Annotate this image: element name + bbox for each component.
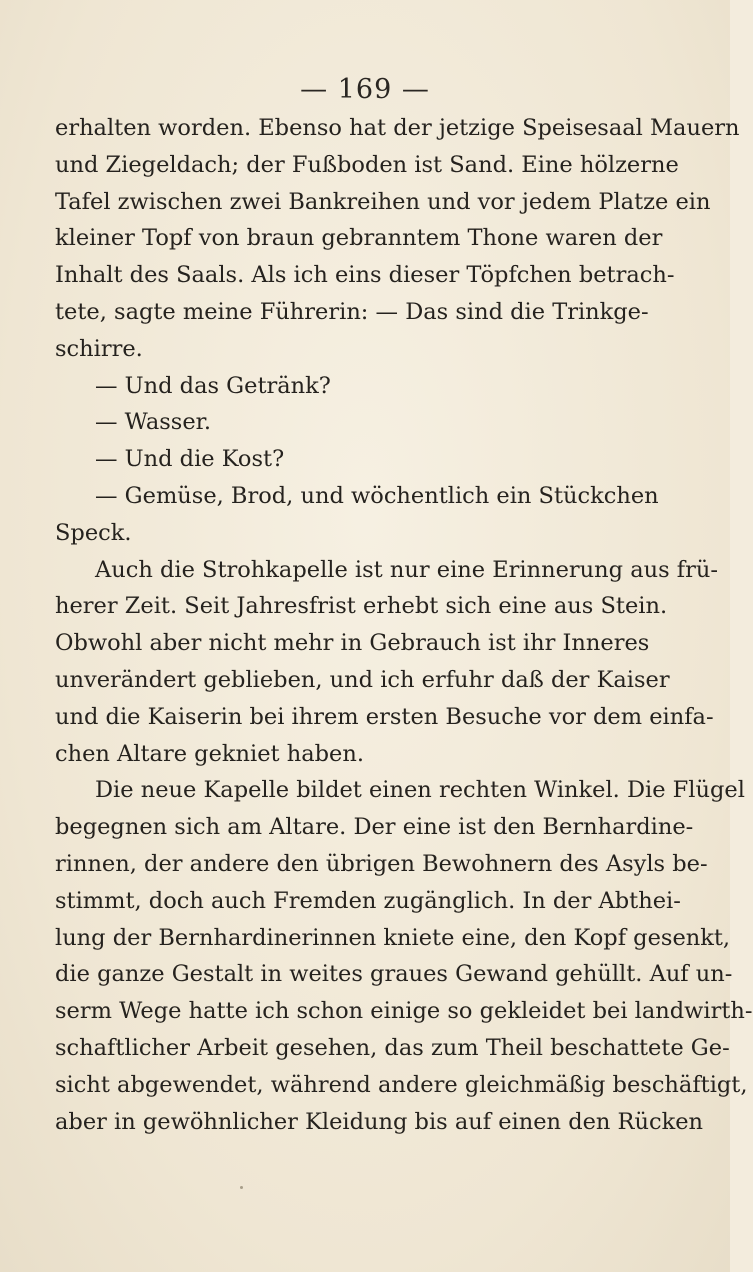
text-line: stimmt, doch auch Fremden zugänglich. In der Abthei- <box>55 887 681 914</box>
text-line: lung der Bernhardinerinnen kniete eine, den Kopf gesenkt, <box>55 924 731 951</box>
text-line: Inhalt des Saals. Als ich eins dieser Töpfchen betrach- <box>55 262 675 289</box>
text-line: schaftlicher Arbeit gesehen, das zum Theil beschattete Ge- <box>55 1034 730 1061</box>
text-line: chen Altare gekniet haben. <box>55 740 364 767</box>
text-line: tete, sagte meine Führerin: — Das sind die Trinkge- <box>55 298 649 325</box>
text-line: schirre. <box>55 335 143 362</box>
text-line: aber in gewöhnlicher Kleidung bis auf einen den Rücken <box>55 1108 704 1135</box>
text-line: die ganze Gestalt in weites graues Gewand gehüllt. Auf un- <box>55 961 733 988</box>
text-line: und die Kaiserin bei ihrem ersten Besuche vor dem einfa- <box>55 703 714 730</box>
text-line: — Gemüse, Brod, und wöchentlich ein Stückchen <box>95 482 659 509</box>
text-line: rinnen, der andere den übrigen Bewohnern des Asyls be- <box>55 850 708 877</box>
text-line: herer Zeit. Seit Jahresfrist erhebt sich eine aus Stein. <box>55 593 668 620</box>
text-line: Tafel zwischen zwei Bankreihen und vor jedem Platze ein <box>55 188 711 215</box>
text-line: erhalten worden. Ebenso hat der jetzige Speisesaal Mauern <box>55 115 740 141</box>
paper-speck <box>240 1186 243 1189</box>
text-line: Die neue Kapelle bildet einen rechten Winkel. Die Flügel <box>95 777 745 804</box>
text-line: unverändert geblieben, und ich erfuhr daß der Kaiser <box>55 666 670 693</box>
text-line: Obwohl aber nicht mehr in Gebrauch ist ihr Inneres <box>55 630 650 657</box>
text-line: begegnen sich am Altare. Der eine ist den Bernhardine- <box>55 814 694 841</box>
page-number: — 169 — <box>300 74 430 105</box>
text-line: serm Wege hatte ich schon einige so gekleidet bei landwirth- <box>55 998 753 1025</box>
text-line: und Ziegeldach; der Fußboden ist Sand. Eine hölzerne <box>55 151 679 178</box>
text-line: kleiner Topf von braun gebranntem Thone waren der <box>55 225 663 252</box>
text-line: sicht abgewendet, während andere gleichmäßig beschäftigt, <box>55 1071 748 1098</box>
text-line: — Und die Kost? <box>95 446 285 473</box>
text-line: Auch die Strohkapelle ist nur eine Erinnerung aus frü- <box>95 556 718 583</box>
body-text <box>55 110 753 1140</box>
text-line: — Wasser. <box>95 409 212 436</box>
text-line: — Und das Getränk? <box>95 372 331 399</box>
text-line: Speck. <box>55 519 132 546</box>
